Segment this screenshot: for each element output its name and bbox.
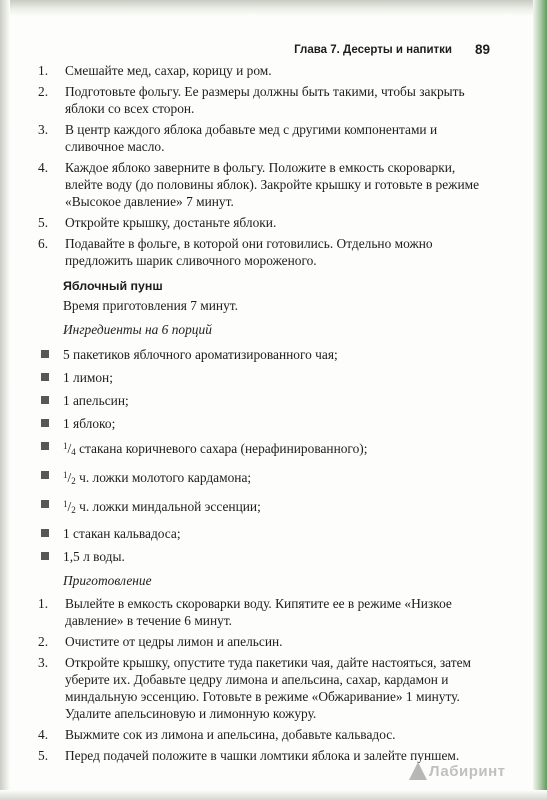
ingredient-item xyxy=(38,467,486,490)
fraction: $^1/_2$ xyxy=(63,499,76,515)
step-text: Откройте крышку, опустите туда пакетики чая, дайте настояться, затем уберите их. Добавьте цедру лимона и апельсина, сахар, кардамон и миндальную эссенцию. Готовьте в режиме «Обжаривание» 1 минуту. Удалите апельсиновую и лимонную кожуру. xyxy=(65,655,471,721)
fraction-numerator: 1 xyxy=(63,441,68,451)
running-head xyxy=(250,44,490,62)
ingredient-text: 1,5 л воды. xyxy=(63,549,125,564)
step-item xyxy=(38,121,486,155)
ingredient-text: 5 пакетиков яблочного ароматизированного чая; xyxy=(63,347,338,362)
square-bullet-icon xyxy=(41,350,49,358)
ingredients-list xyxy=(38,346,486,565)
step-item xyxy=(38,214,486,231)
step-item xyxy=(38,595,486,629)
preparation-heading: Приготовление xyxy=(63,573,152,588)
ingredient-item xyxy=(38,438,486,461)
step-number: 4. xyxy=(38,160,49,175)
labirint-logo-icon xyxy=(409,762,427,780)
step-text: Выжмите сок из лимона и апельсина, добавьте кальвадос. xyxy=(65,727,396,742)
step-item xyxy=(38,62,486,79)
ingredient-item xyxy=(38,415,486,432)
step-item xyxy=(38,633,486,650)
page-top-edge xyxy=(0,0,547,16)
step-text: В центр каждого яблока добавьте мед с другими компонентами и сливочное масло. xyxy=(65,122,438,154)
cook-time: Время приготовления 7 минут. xyxy=(63,298,238,313)
square-bullet-icon xyxy=(41,471,49,479)
page-content xyxy=(38,62,486,768)
fraction-denominator: 4 xyxy=(71,447,76,457)
ingredient-text: ч. ложки миндальной эссенции; xyxy=(75,499,261,514)
square-bullet-icon xyxy=(41,552,49,560)
ingredient-text: 1 стакан кальвадоса; xyxy=(63,526,181,541)
square-bullet-icon xyxy=(41,419,49,427)
fraction: $^1/_4$ xyxy=(63,441,76,457)
step-number: 4. xyxy=(38,727,49,742)
fraction-numerator: 1 xyxy=(63,470,68,480)
watermark xyxy=(395,746,525,788)
step-number: 3. xyxy=(38,122,49,137)
preparation-steps xyxy=(38,595,486,764)
ingredient-item xyxy=(38,548,486,565)
ingredient-text: 1 апельсин; xyxy=(63,393,129,408)
ingredient-item xyxy=(38,392,486,409)
book-spine-edge xyxy=(533,0,547,800)
step-text: Подготовьте фольгу. Ее размеры должны быть такими, чтобы закрыть яблоки со всех сторон. xyxy=(65,84,465,116)
step-number: 2. xyxy=(38,84,49,99)
step-text: Перед подачей положите в чашки ломтики яблока и залейте пуншем. xyxy=(65,748,460,763)
ingredient-text: стакана коричневого сахара (нерафинированного); xyxy=(75,441,368,456)
step-number: 5. xyxy=(38,748,49,763)
ingredients-heading: Ингредиенты на 6 порций xyxy=(63,322,212,337)
previous-recipe-steps xyxy=(38,62,486,269)
square-bullet-icon xyxy=(41,529,49,537)
ingredient-text: 1 лимон; xyxy=(63,370,113,385)
step-text: Вылейте в емкость скороварки воду. Кипятите ее в режиме «Низкое давление» в течение 6 минут. xyxy=(65,596,452,628)
ingredient-item xyxy=(38,525,486,542)
ingredient-item xyxy=(38,369,486,386)
page-number: 89 xyxy=(474,42,490,57)
ingredient-item xyxy=(38,346,486,363)
ingredient-item xyxy=(38,496,486,519)
square-bullet-icon xyxy=(41,442,49,450)
square-bullet-icon xyxy=(41,373,49,381)
step-number: 2. xyxy=(38,634,49,649)
square-bullet-icon xyxy=(41,500,49,508)
page-bottom-edge xyxy=(0,790,547,800)
step-item xyxy=(38,654,486,722)
ingredient-text: 1 яблоко; xyxy=(63,416,116,431)
page-left-edge xyxy=(0,0,10,800)
fraction-numerator: 1 xyxy=(63,499,68,509)
fraction-denominator: 2 xyxy=(71,505,76,515)
ingredient-text: ч. ложки молотого кардамона; xyxy=(75,470,252,485)
step-text: Каждое яблоко заверните в фольгу. Положите в емкость скороварки, влейте воду (до половины яблок). Закройте крышку и готовьте в режиме «Высокое давление» 7 минут. xyxy=(65,160,480,209)
step-number: 1. xyxy=(38,596,49,611)
step-text: Откройте крышку, достаньте яблоки. xyxy=(65,215,277,230)
recipe-title: Яблочный пунш xyxy=(63,279,163,293)
step-text: Смешайте мед, сахар, корицу и ром. xyxy=(65,63,272,78)
watermark-text: Лабиринт xyxy=(429,763,506,780)
fraction-denominator: 2 xyxy=(71,476,76,486)
step-item xyxy=(38,235,486,269)
step-number: 5. xyxy=(38,215,49,230)
square-bullet-icon xyxy=(41,396,49,404)
step-number: 6. xyxy=(38,236,49,251)
step-item xyxy=(38,83,486,117)
step-text: Подавайте в фольге, в которой они готовились. Отдельно можно предложить шарик сливочного мороженого. xyxy=(65,236,433,268)
step-number: 3. xyxy=(38,655,49,670)
step-number: 1. xyxy=(38,63,49,78)
chapter-title: Глава 7. Десерты и напитки xyxy=(294,44,452,56)
step-item xyxy=(38,159,486,210)
step-text: Очистите от цедры лимон и апельсин. xyxy=(65,634,283,649)
step-item xyxy=(38,726,486,743)
fraction: $^1/_2$ xyxy=(63,470,76,486)
